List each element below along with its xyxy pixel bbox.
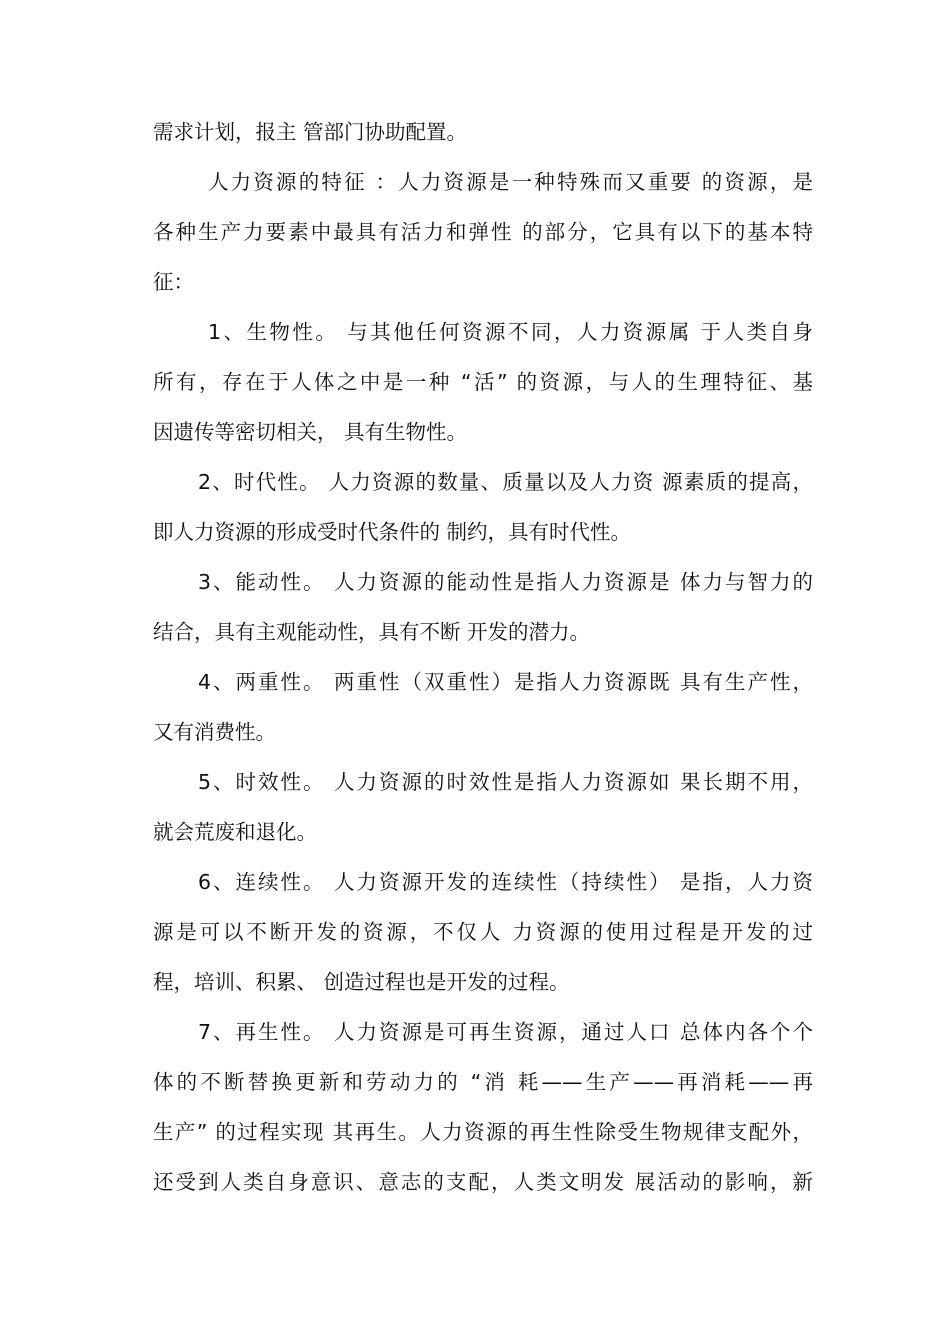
- text-line: 结合，具有主观能动性，具有不断 开发的潜力。: [153, 620, 591, 644]
- text-line: 因遗传等密切相关， 具有生物性。: [153, 420, 468, 444]
- text-line: 又有消费性。: [153, 720, 276, 744]
- list-item-line: 6、连续性。 人力资源开发的连续性（持续性） 是指，人力资: [198, 870, 813, 894]
- text-line: 体的不断替换更新和劳动力的 “消 耗——生产——再消耗——再: [153, 1070, 813, 1094]
- text-line: 所有，存在于人体之中是一种 “活” 的资源，与人的生理特征、基: [153, 370, 813, 394]
- text-line: 生产” 的过程实现 其再生。人力资源的再生性除受生物规律支配外，: [153, 1120, 813, 1144]
- list-item-line: 7、再生性。 人力资源是可再生资源，通过人口 总体内各个个: [198, 1020, 813, 1044]
- text-line: 即人力资源的形成受时代条件的 制约，具有时代性。: [153, 520, 632, 544]
- text-line: 源是可以不断开发的资源，不仅人 力资源的使用过程是开发的过: [153, 920, 813, 944]
- list-item-line: 3、能动性。 人力资源的能动性是指人力资源是 体力与智力的: [198, 570, 813, 594]
- text-line: 需求计划，报主 管部门协助配置。: [153, 120, 468, 144]
- list-item-line: 1、生物性。 与其他任何资源不同，人力资源属 于人类自身: [208, 320, 813, 344]
- list-item-line: 5、时效性。 人力资源的时效性是指人力资源如 果长期不用，: [198, 770, 813, 794]
- paragraph-heading-line: 人力资源的特征 ：人力资源是一种特殊而又重要 的资源，是: [208, 170, 813, 194]
- list-item-line: 4、两重性。 两重性（双重性）是指人力资源既 具有生产性，: [198, 670, 813, 694]
- text-line: 各种生产力要素中最具有活力和弹性 的部分，它具有以下的基本特: [153, 220, 813, 244]
- text-line: 程，培训、积累、 创造过程也是开发的过程。: [153, 970, 570, 994]
- text-line: 还受到人类自身意识、意志的支配，人类文明发 展活动的影响，新: [153, 1170, 813, 1194]
- text-line: 就会荒废和退化。: [153, 820, 317, 844]
- text-line: 征：: [153, 270, 194, 294]
- list-item-line: 2、时代性。 人力资源的数量、质量以及人力资 源素质的提高，: [198, 470, 813, 494]
